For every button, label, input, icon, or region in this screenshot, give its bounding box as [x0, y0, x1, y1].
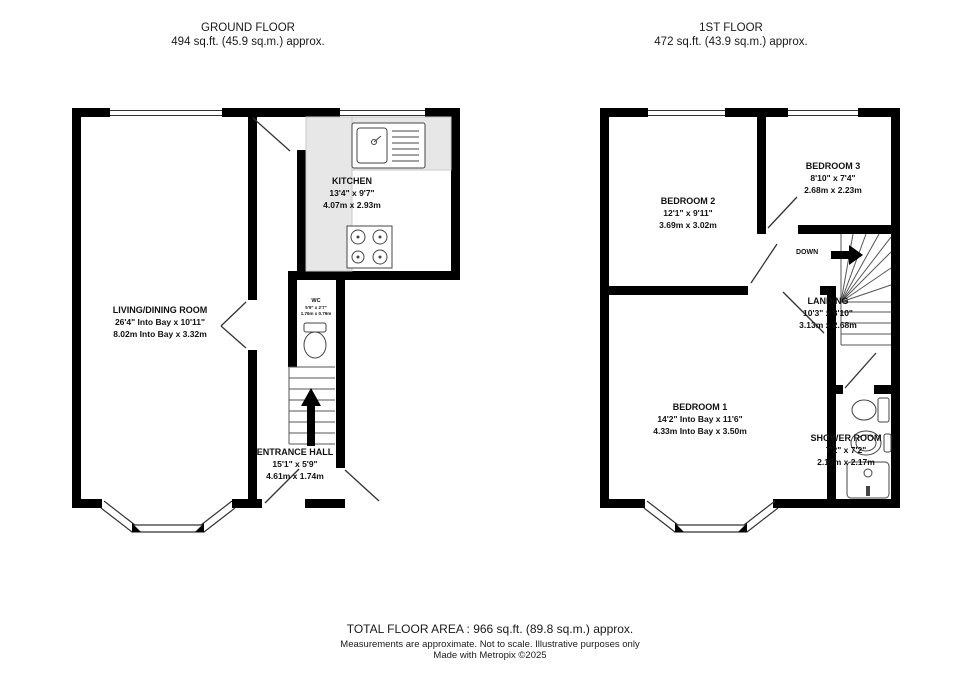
bay-window	[101, 501, 235, 532]
hob-icon	[347, 226, 392, 268]
footer	[340, 622, 639, 661]
room-label-landing: LANDING 10'3" x 8'10" 3.13m x 2.68m	[799, 296, 857, 330]
sink-icon	[352, 123, 425, 168]
ground-floor-title-text: GROUND FLOOR	[201, 22, 295, 34]
stairs-up	[289, 367, 335, 446]
room-label-living-dining: LIVING/DINING ROOM 26'4" Into Bay x 10'11" 8.02m Into Bay x 3.32m	[112, 305, 208, 339]
room-label-shower-room: SHOWER ROOM 7'2" x 7'2" 2.19m x 2.17m	[810, 433, 882, 467]
stairs-down-label: DOWN	[796, 249, 819, 256]
ground-floor-area-text: 494 sq.ft. (45.9 sq.m.) approx.	[171, 35, 325, 48]
room-label-bedroom2: BEDROOM 2 12'1" x 9'11" 3.69m x 3.02m	[659, 196, 717, 230]
total-floor-area: TOTAL FLOOR AREA : 966 sq.ft. (89.8 sq.m.) approx.	[346, 622, 634, 636]
room-label-bedroom1: BEDROOM 1 14'2" Into Bay x 11'6" 4.33m Into Bay x 3.50m	[653, 402, 747, 436]
toilet-icon	[304, 323, 326, 358]
gf-window-front	[110, 108, 222, 117]
room-label-kitchen: KITCHEN 13'4" x 9'7" 4.07m x 2.93m	[323, 176, 381, 210]
gf-window-kitchen	[340, 108, 425, 117]
room-label-bedroom3: BEDROOM 3 8'10" x 7'4" 2.68m x 2.23m	[804, 161, 862, 195]
room-label-wc: WC 5'9" x 2'7" 1.76m x 0.79m	[300, 298, 332, 316]
up-arrow-icon	[301, 388, 321, 446]
credit: Made with Metropix ©2025	[433, 650, 547, 661]
room-label-entrance-hall: ENTRANCE HALL 15'1" x 5'9" 4.61m x 1.74m	[256, 447, 334, 481]
first-floor-title-text: 1ST FLOOR	[699, 22, 763, 34]
ff-window-bedroom2	[648, 108, 725, 117]
first-floor-area-text: 472 sq.ft. (43.9 sq.m.) approx.	[654, 35, 808, 48]
first-floor-title	[654, 22, 807, 49]
down-arrow-icon	[831, 245, 863, 265]
toilet-icon	[852, 398, 889, 422]
ground-floor-title	[171, 22, 324, 49]
bay-window	[644, 501, 778, 532]
disclaimer: Measurements are approximate. Not to scale. Illustrative purposes only	[340, 639, 640, 650]
ff-window-bedroom3	[788, 108, 858, 117]
